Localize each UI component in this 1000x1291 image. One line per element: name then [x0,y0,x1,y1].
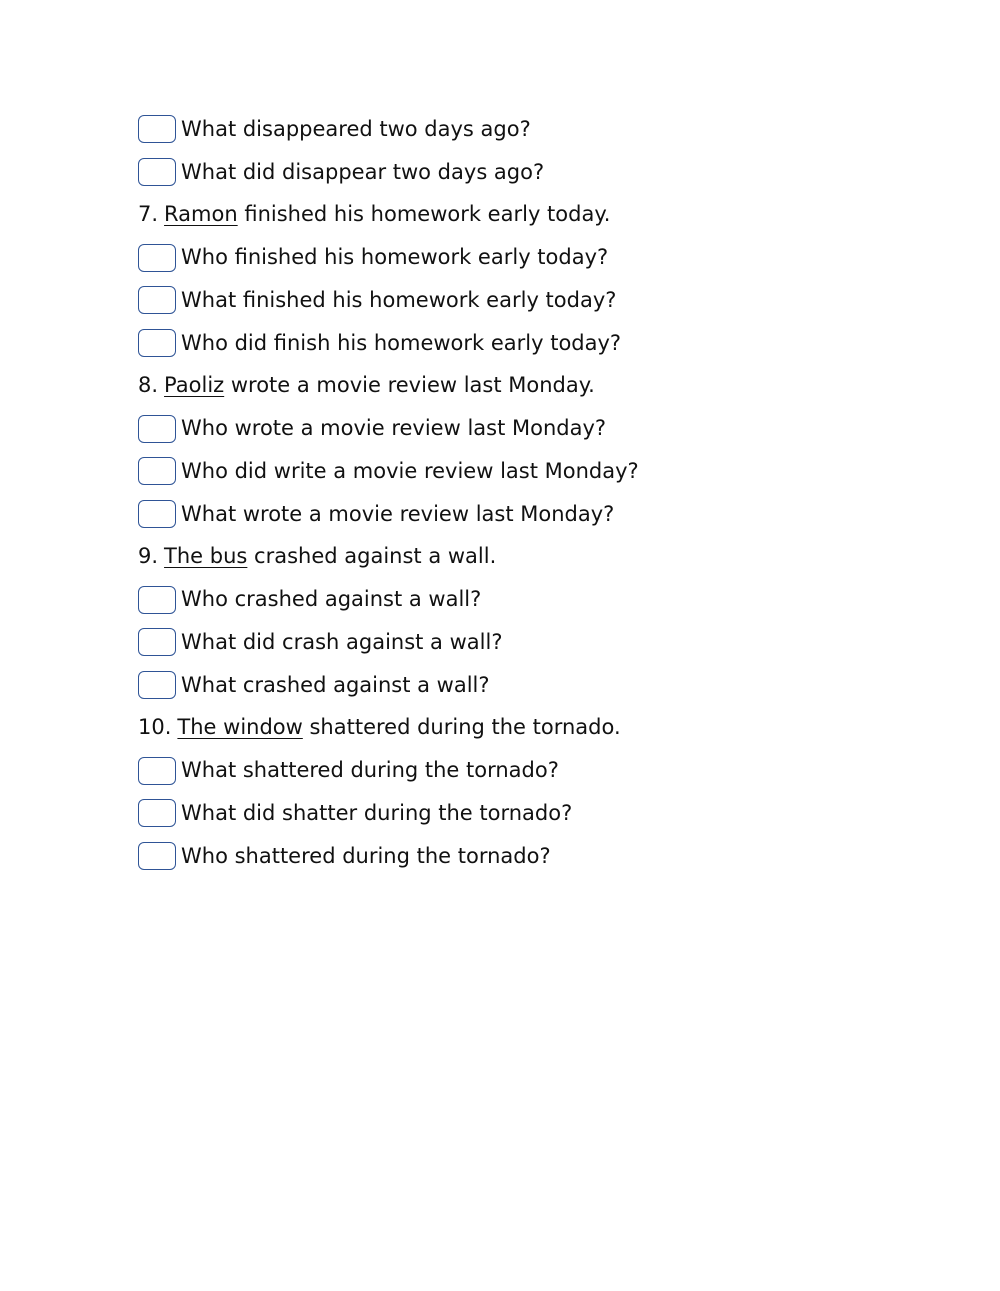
answer-checkbox[interactable] [138,628,176,656]
option-text: What finished his homework early today? [181,287,617,312]
answer-checkbox[interactable] [138,329,176,357]
answer-checkbox[interactable] [138,244,176,272]
answer-option [138,322,898,365]
question-prompt [138,365,898,408]
answer-option [138,407,898,450]
answer-option [138,493,898,536]
option-text: What disappeared two days ago? [181,116,531,141]
question-number: 9. [138,544,159,569]
underlined-subject: The window [177,715,303,740]
answer-option [138,835,898,878]
question-prompt [138,194,898,237]
question-prompt [138,707,898,750]
option-text: Who crashed against a wall? [181,587,482,612]
answer-option [138,578,898,621]
answer-checkbox[interactable] [138,286,176,314]
option-text: What did crash against a wall? [181,629,503,654]
option-text: What did shatter during the tornado? [181,800,573,825]
answer-option [138,621,898,664]
answer-checkbox[interactable] [138,115,176,143]
option-text: Who shattered during the tornado? [181,843,551,868]
option-text: What shattered during the tornado? [181,758,559,783]
question-number: 8. [138,373,159,398]
question-number: 10. [138,715,172,740]
answer-checkbox[interactable] [138,158,176,186]
option-text: What did disappear two days ago? [181,159,545,184]
answer-option [138,236,898,279]
underlined-subject: The bus [164,544,248,569]
answer-checkbox[interactable] [138,671,176,699]
option-text: Who did finish his homework early today? [181,330,622,355]
question-text: finished his homework early today. [237,202,611,227]
question-text: crashed against a wall. [247,544,497,569]
question-text: shattered during the tornado. [302,715,621,740]
question-text: wrote a movie review last Monday. [224,373,595,398]
question-prompt [138,536,898,579]
answer-checkbox[interactable] [138,415,176,443]
question-number: 7. [138,202,159,227]
answer-checkbox[interactable] [138,799,176,827]
option-text: What wrote a movie review last Monday? [181,501,615,526]
option-text: Who did write a movie review last Monday? [181,458,639,483]
answer-checkbox[interactable] [138,457,176,485]
answer-option [138,664,898,707]
answer-option [138,108,898,151]
answer-checkbox[interactable] [138,842,176,870]
answer-checkbox[interactable] [138,586,176,614]
worksheet [138,108,898,878]
option-text: What crashed against a wall? [181,672,490,697]
underlined-subject: Ramon [164,202,238,227]
answer-checkbox[interactable] [138,500,176,528]
underlined-subject: Paoliz [164,373,225,398]
answer-option [138,450,898,493]
answer-option [138,792,898,835]
option-text: Who wrote a movie review last Monday? [181,416,607,441]
answer-option [138,151,898,194]
option-text: Who finished his homework early today? [181,245,609,270]
answer-option [138,279,898,322]
answer-checkbox[interactable] [138,757,176,785]
answer-option [138,749,898,792]
